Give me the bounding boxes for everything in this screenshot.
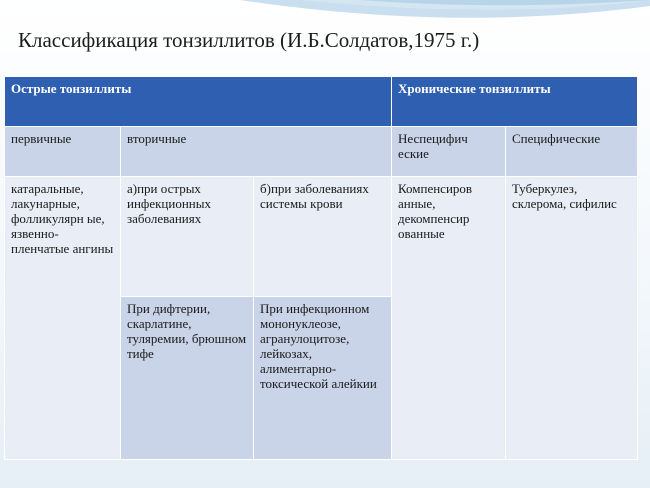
cell-specific-types: Туберкулез, склерома, сифилис — [506, 177, 638, 460]
table-header-row — [5, 77, 638, 127]
slide-title: Классификация тонзиллитов (И.Б.Солдатов,1975 г.) — [18, 28, 480, 52]
subheader-nonspecific: Неспецифич еские — [392, 127, 506, 177]
tonsillitis-classification-table — [4, 76, 638, 460]
subheader-primary: первичные — [5, 127, 121, 177]
table-row — [5, 177, 638, 296]
cell-secondary-b: б)при заболеваниях системы крови — [254, 177, 392, 296]
header-acute: Острые тонзиллиты — [5, 77, 392, 127]
header-chronic: Хронические тонзиллиты — [392, 77, 638, 127]
table-subheader-row — [5, 127, 638, 177]
cell-nonspecific-types: Компенсиров анные, декомпенсир ованные — [392, 177, 506, 460]
subheader-secondary: вторичные — [121, 127, 392, 177]
cell-secondary-a-examples: При дифтерии, скарлатине, туляремии, брюшном тифе — [121, 296, 254, 459]
cell-secondary-a: а)при острых инфекционных заболеваниях — [121, 177, 254, 296]
subheader-specific: Специфические — [506, 127, 638, 177]
cell-primary-types: катаральные, лакунарные, фолликулярн ые, язвенно-пленчатые ангины — [5, 177, 121, 460]
cell-secondary-b-examples: При инфекционном мононуклеозе, агранулоцитозе, лейкозах, алиментарно-токсической алейкии — [254, 296, 392, 459]
